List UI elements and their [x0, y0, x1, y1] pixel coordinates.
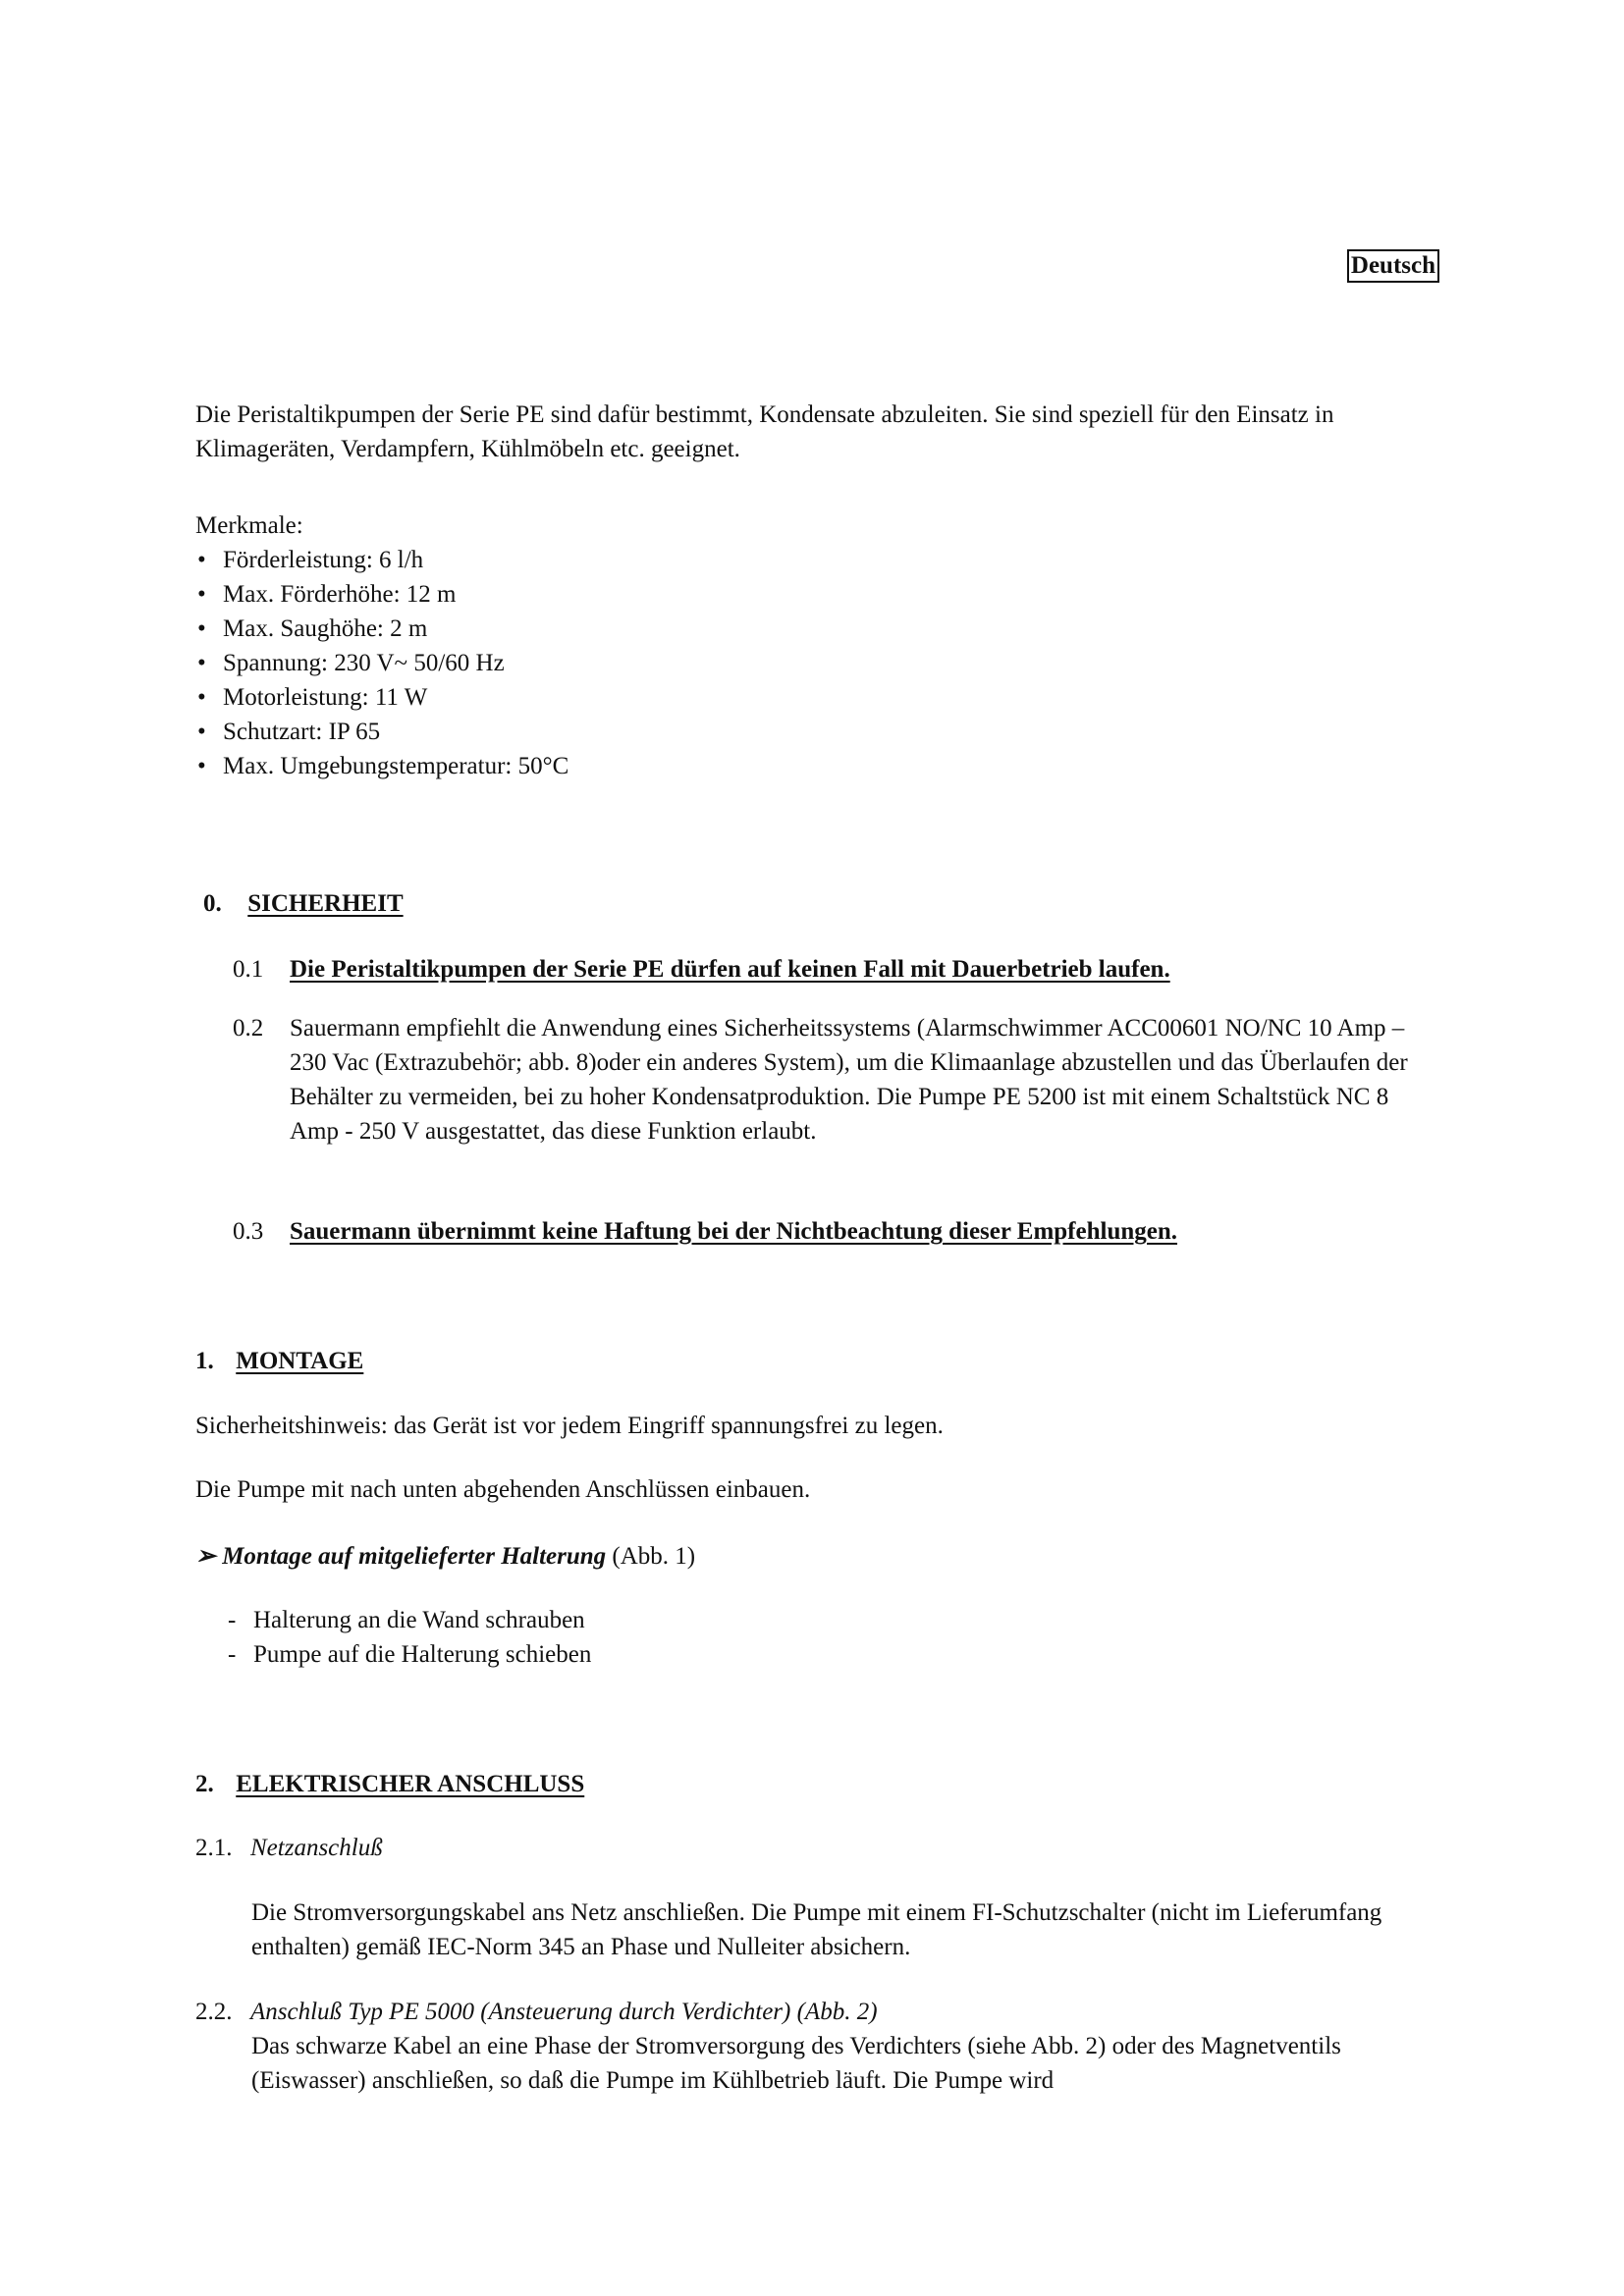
- list-item: • Spannung: 230 V~ 50/60 Hz: [195, 646, 1433, 680]
- section-2-number: 2.: [195, 1771, 214, 1797]
- subsection-number: 2.2.: [195, 1999, 233, 2025]
- list-item: • Schutzart: IP 65: [195, 715, 1433, 749]
- list-item: • Max. Umgebungstemperatur: 50°C: [195, 749, 1433, 783]
- subsection-2-1-text: Die Stromversorgungskabel ans Netz anschließen. Die Pumpe mit einem FI-Schutzschalter (nicht im Lieferumfang enthalten) gemäß IEC-Norm 345 an Phase und Nulleiter absichern.: [251, 1899, 1382, 1960]
- item-number: 0.2: [233, 1015, 264, 1041]
- section-0-title: SICHERHEIT: [247, 890, 404, 917]
- mount-steps: [228, 1603, 1406, 1672]
- mount-line: [195, 1539, 1433, 1574]
- safety-item-0-2: [233, 1011, 1431, 1148]
- item-number: 0.1: [233, 956, 264, 983]
- features-block: [195, 508, 1433, 783]
- section-2-heading: [195, 1767, 584, 1801]
- list-item: • Max. Saughöhe: 2 m: [195, 612, 1433, 646]
- intro-paragraph: Die Peristaltikpumpen der Serie PE sind dafür bestimmt, Kondensate abzuleiten. Sie sind speziell für den Einsatz in Klimageräten, Verdampfern, Kühlmöbeln etc. geeignet.: [195, 401, 1334, 462]
- subsection-title: Netzanschluß: [250, 1835, 383, 1861]
- list-item: • Motorleistung: 11 W: [195, 680, 1433, 715]
- subsection-number: 2.1.: [195, 1835, 233, 1861]
- section-0-heading: [203, 886, 404, 921]
- subsection-2-1-heading: [195, 1831, 383, 1865]
- mount-title: Montage auf mitgelieferter Halterung: [222, 1543, 607, 1570]
- list-item: - Pumpe auf die Halterung schieben: [228, 1637, 1406, 1672]
- install-note: Die Pumpe mit nach unten abgehenden Anschlüssen einbauen.: [195, 1476, 811, 1503]
- item-number: 0.3: [233, 1218, 264, 1245]
- list-item: • Max. Förderhöhe: 12 m: [195, 577, 1433, 612]
- item-text: Sauermann übernimmt keine Haftung bei der Nichtbeachtung dieser Empfehlungen.: [290, 1218, 1178, 1245]
- section-1-heading: [195, 1344, 363, 1378]
- section-0-number: 0.: [203, 890, 222, 917]
- subsection-2-2-text: Das schwarze Kabel an eine Phase der Stromversorgung des Verdichters (siehe Abb. 2) oder des Magnetventils (Eiswasser) anschließen, so daß die Pumpe im Kühlbetrieb läuft. Die Pumpe wird: [251, 2033, 1341, 2094]
- section-1-number: 1.: [195, 1348, 214, 1374]
- subsection-title: Anschluß Typ PE 5000 (Ansteuerung durch Verdichter) (Abb. 2): [250, 1999, 878, 2025]
- safety-item-0-3: [233, 1214, 1431, 1249]
- list-item: - Halterung an die Wand schrauben: [228, 1603, 1406, 1637]
- item-text: Die Peristaltikpumpen der Serie PE dürfen auf keinen Fall mit Dauerbetrieb laufen.: [290, 956, 1170, 983]
- mount-ref: (Abb. 1): [612, 1543, 696, 1570]
- item-text: Sauermann empfiehlt die Anwendung eines Sicherheitssystems (Alarmschwimmer ACC00601 NO/NC 10 Amp – 230 Vac (Extrazubehör; abb. 8)oder ein anderes System), um die Klimaanlage abzustellen und das Überlaufen der Behälter zu vermeiden, bei zu hoher Kondensatproduktion. Die Pumpe PE 5200 ist mit einem Schaltstück NC 8 Amp - 250 V ausgestattet, das diese Funktion erlaubt.: [290, 1015, 1408, 1145]
- list-item: • Förderleistung: 6 l/h: [195, 543, 1433, 577]
- subsection-2-2-heading: [195, 1995, 878, 2029]
- section-1-title: MONTAGE: [236, 1348, 364, 1374]
- section-2-title: ELEKTRISCHER ANSCHLUSS: [236, 1771, 585, 1797]
- arrow-icon: ➢: [195, 1543, 216, 1570]
- features-list: [195, 543, 1433, 783]
- safety-item-0-1: [233, 952, 1431, 987]
- safety-note: Sicherheitshinweis: das Gerät ist vor jedem Eingriff spannungsfrei zu legen.: [195, 1413, 944, 1439]
- features-title: Merkmale:: [195, 512, 303, 539]
- language-label: Deutsch: [1347, 249, 1439, 283]
